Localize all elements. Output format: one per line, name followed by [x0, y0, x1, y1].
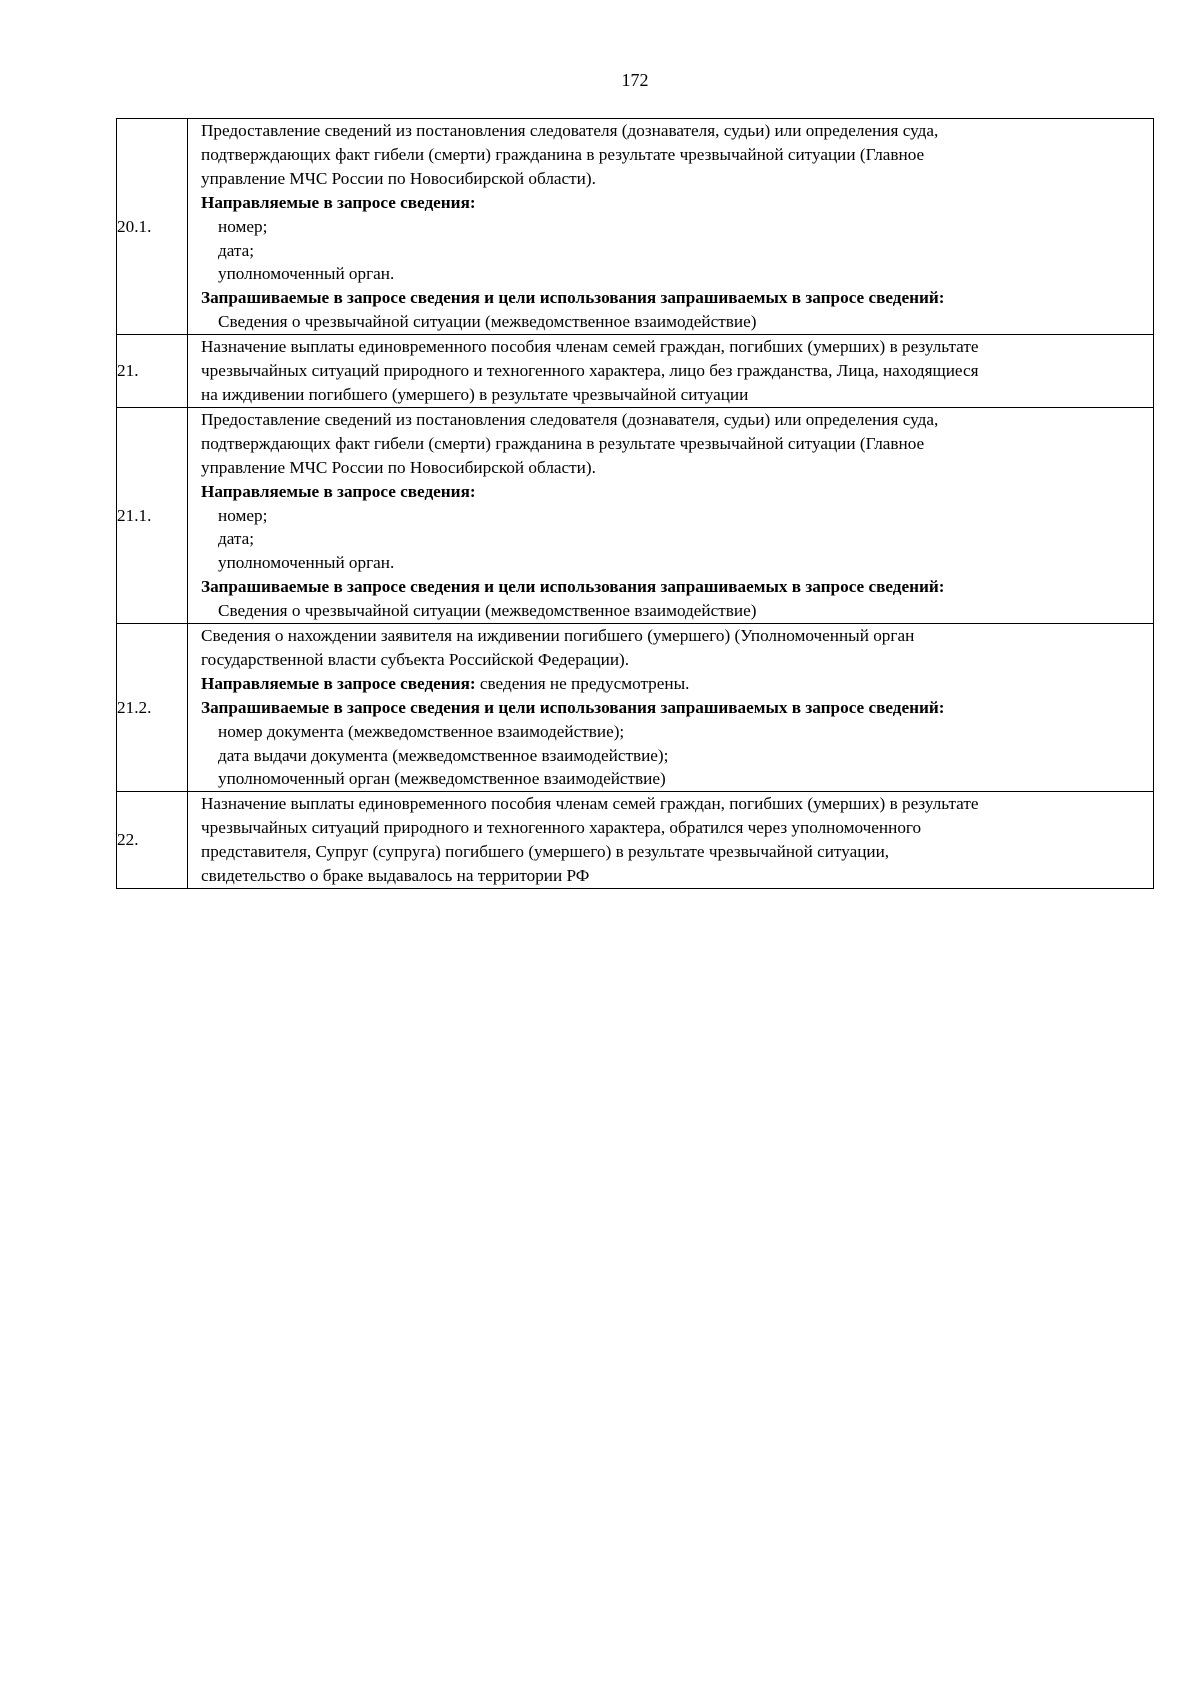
sent-item: уполномоченный орган. — [218, 264, 395, 284]
table-row — [117, 119, 1154, 335]
requested-heading: Запрашиваемые в запросе сведения и цели использования запрашиваемых в запросе сведений: — [201, 697, 945, 717]
sent-item: номер; — [218, 505, 268, 525]
row-title-line: Назначение выплаты единовременного пособия членам семей граждан, погибших (умерших) в результате — [201, 794, 979, 814]
row-title-line: на иждивении погибшего (умершего) в результате чрезвычайной ситуации — [201, 384, 749, 404]
sent-heading: Направляемые в запросе сведения: — [201, 192, 476, 212]
row-number: 21.1. — [117, 407, 188, 623]
requested-heading: Запрашиваемые в запросе сведения и цели использования запрашиваемых в запросе сведений: — [201, 577, 945, 597]
row-title-line: управление МЧС России по Новосибирской области). — [201, 457, 596, 477]
requested-item: дата выдачи документа (межведомственное взаимодействие); — [218, 745, 669, 765]
row-title-line: Сведения о нахождении заявителя на иждивении погибшего (умершего) (Уполномоченный орган — [201, 626, 915, 646]
services-table — [116, 118, 1154, 889]
row-number: 21. — [117, 335, 188, 408]
table-row — [117, 335, 1154, 408]
row-title-line: подтверждающих факт гибели (смерти) гражданина в результате чрезвычайной ситуации (Главное — [201, 144, 925, 164]
row-content — [188, 407, 1154, 623]
row-title-line: Предоставление сведений из постановления следователя (дознавателя, судьи) или определения суда, — [201, 121, 939, 140]
row-number: 20.1. — [117, 119, 188, 335]
row-title-line: представителя, Супруг (супруга) погибшего (умершего) в результате чрезвычайной ситуации, — [201, 842, 890, 862]
row-title-line: управление МЧС России по Новосибирской области). — [201, 168, 596, 188]
table-row — [117, 624, 1154, 792]
row-content — [188, 792, 1154, 889]
row-title-line: чрезвычайных ситуаций природного и техногенного характера, обратился через уполномоченного — [201, 818, 922, 838]
requested-item: Сведения о чрезвычайной ситуации (межведомственное взаимодействие) — [218, 312, 757, 332]
sent-line — [201, 672, 1147, 696]
table-row — [117, 407, 1154, 623]
page-number: 172 — [621, 70, 649, 90]
row-content — [188, 119, 1154, 335]
row-title-line: подтверждающих факт гибели (смерти) гражданина в результате чрезвычайной ситуации (Главное — [201, 433, 925, 453]
requested-item: Сведения о чрезвычайной ситуации (межведомственное взаимодействие) — [218, 601, 757, 621]
sent-item: дата; — [218, 240, 255, 260]
row-title-line: Назначение выплаты единовременного пособия членам семей граждан, погибших (умерших) в результате — [201, 337, 979, 357]
row-title-line: свидетельство о браке выдавалось на территории РФ — [201, 866, 590, 886]
requested-item: уполномоченный орган (межведомственное взаимодействие) — [218, 769, 666, 789]
row-content — [188, 335, 1154, 408]
row-number: 22. — [117, 792, 188, 889]
sent-heading: Направляемые в запросе сведения: — [201, 481, 476, 501]
sent-heading: Направляемые в запросе сведения: — [201, 673, 476, 693]
sent-item: уполномоченный орган. — [218, 553, 395, 573]
row-title-line: чрезвычайных ситуаций природного и техногенного характера, лицо без гражданства, Лица, находящиеся — [201, 361, 979, 381]
row-content — [188, 624, 1154, 792]
sent-inline-value: сведения не предусмотрены. — [475, 673, 690, 693]
requested-heading: Запрашиваемые в запросе сведения и цели использования запрашиваемых в запросе сведений: — [201, 288, 945, 308]
row-title-line: Предоставление сведений из постановления следователя (дознавателя, судьи) или определения суда, — [201, 409, 939, 429]
sent-item: дата; — [218, 529, 255, 549]
requested-item: номер документа (межведомственное взаимодействие); — [218, 721, 625, 741]
sent-item: номер; — [218, 216, 268, 236]
row-number: 21.2. — [117, 624, 188, 792]
table-row — [117, 792, 1154, 889]
row-title-line: государственной власти субъекта Российской Федерации). — [201, 649, 630, 669]
